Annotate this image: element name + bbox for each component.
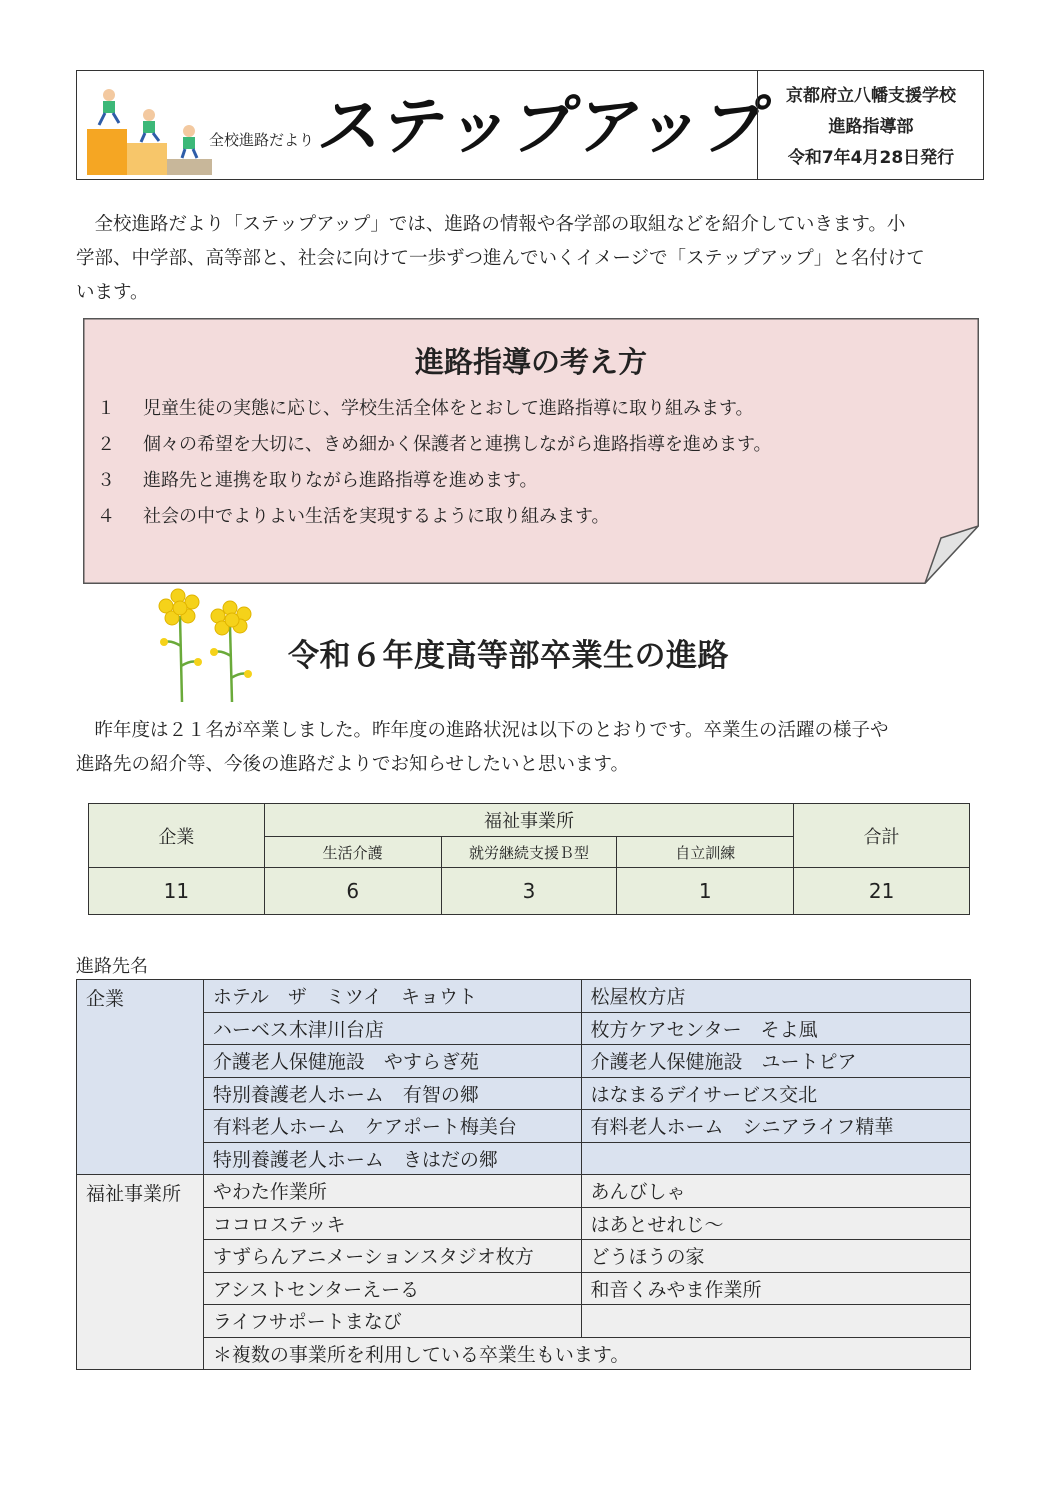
destination-cell: はあとせれじ～	[581, 1207, 970, 1240]
table-row	[77, 980, 971, 1013]
publisher-info	[759, 81, 983, 174]
destination-cell: 介護老人保健施設 ユートピア	[581, 1045, 970, 1078]
policy-item-text: 個々の希望を大切に、きめ細かく保護者と連携しながら進路指導を進めます。	[143, 434, 772, 455]
destination-cell: やわた作業所	[203, 1175, 581, 1208]
destinations-label: 進路先名	[76, 956, 148, 977]
department-name: 進路指導部	[828, 117, 914, 137]
policy-item	[97, 463, 957, 499]
table-row	[77, 1012, 971, 1045]
destination-cell: 和音くみやま作業所	[581, 1272, 970, 1305]
destination-cell: 枚方ケアセンター そよ風	[581, 1012, 970, 1045]
destination-cell: はなまるデイサービス交北	[581, 1077, 970, 1110]
destination-cell: アシストセンターえーる	[203, 1272, 581, 1305]
header-company: 企業	[89, 804, 265, 868]
destination-cell	[581, 1142, 970, 1175]
destination-cell: あんびしゃ	[581, 1175, 970, 1208]
graduate-stats-table	[88, 803, 970, 915]
header-welfare: 福祉事業所	[264, 804, 793, 837]
table-row	[77, 1207, 971, 1240]
intro-line: 学部、中学部、高等部と、社会に向けて一歩ずつ進んでいくイメージで「ステップアップ」と名付けて	[76, 248, 925, 269]
value-employment-support-b: 3	[441, 868, 617, 915]
table-row	[77, 1175, 971, 1208]
policy-item-number: ４	[97, 506, 115, 527]
value-company: 11	[89, 868, 265, 915]
category-company: 企業	[77, 980, 204, 1175]
destination-cell: ライフサポートまなび	[203, 1305, 581, 1338]
policy-item-text: 児童生徒の実態に応じ、学校生活全体をとおして進路指導に取り組みます。	[143, 398, 754, 419]
kids-on-steps-illustration	[87, 85, 212, 175]
table-row	[77, 1110, 971, 1143]
graduates-paragraph	[76, 714, 986, 782]
table-row	[77, 1305, 971, 1338]
header-divider	[757, 71, 758, 179]
table-row	[77, 1142, 971, 1175]
table-row	[77, 1337, 971, 1370]
intro-line: います。	[76, 282, 149, 303]
school-name: 京都府立八幡支援学校	[786, 86, 956, 106]
policy-item	[97, 499, 957, 535]
policy-note	[83, 318, 979, 584]
policy-item-number: ３	[97, 470, 115, 491]
newsletter-subtitle: 全校進路だより	[209, 131, 315, 149]
value-total: 21	[794, 868, 970, 915]
destination-cell: ホテル ザ ミツイ キョウト	[203, 980, 581, 1013]
policy-list	[97, 391, 957, 535]
table-row	[77, 1045, 971, 1078]
destinations-table	[76, 979, 971, 1370]
policy-item-text: 社会の中でよりよい生活を実現するように取り組みます。	[143, 506, 610, 527]
policy-item-text: 進路先と連携を取りながら進路指導を進めます。	[143, 470, 538, 491]
destination-cell: 特別養護老人ホーム 有智の郷	[203, 1077, 581, 1110]
rapeseed-flowers-illustration	[152, 586, 262, 704]
value-independence-training: 1	[617, 868, 794, 915]
policy-title: 進路指導の考え方	[414, 345, 647, 379]
destination-cell: どうほうの家	[581, 1240, 970, 1273]
policy-item	[97, 391, 957, 427]
issue-date: 令和7年4月28日発行	[787, 148, 955, 168]
header-employment-support-b: 就労継続支援Ｂ型	[441, 837, 617, 868]
destination-cell: 介護老人保健施設 やすらぎ苑	[203, 1045, 581, 1078]
newsletter-header	[76, 70, 984, 180]
intro-line: 全校進路だより「ステップアップ」では、進路の情報や各学部の取組などを紹介していきます。小	[76, 214, 906, 235]
destination-cell: 有料老人ホーム ケアポート梅美台	[203, 1110, 581, 1143]
table-row	[77, 1240, 971, 1273]
intro-paragraph	[76, 208, 986, 310]
graduates-line: 昨年度は２１名が卒業しました。昨年度の進路状況は以下のとおりです。卒業生の活躍の様子や	[76, 720, 889, 741]
category-welfare: 福祉事業所	[77, 1175, 204, 1370]
destination-cell	[581, 1305, 970, 1338]
destination-cell: すずらんアニメーションスタジオ枚方	[203, 1240, 581, 1273]
graduates-section-title: 令和６年度高等部卒業生の進路	[288, 638, 729, 674]
policy-item-number: １	[97, 398, 115, 419]
header-life-care: 生活介護	[264, 837, 441, 868]
graduates-line: 進路先の紹介等、今後の進路だよりでお知らせしたいと思います。	[76, 754, 629, 775]
destination-cell: ハーベス木津川台店	[203, 1012, 581, 1045]
header-independence-training: 自立訓練	[617, 837, 794, 868]
table-row	[77, 1272, 971, 1305]
destination-cell: 松屋枚方店	[581, 980, 970, 1013]
header-total: 合計	[794, 804, 970, 868]
destination-cell: 特別養護老人ホーム きはだの郷	[203, 1142, 581, 1175]
destination-cell: ココロステッキ	[203, 1207, 581, 1240]
table-row	[77, 1077, 971, 1110]
policy-item	[97, 427, 957, 463]
value-life-care: 6	[264, 868, 441, 915]
destinations-note: ＊複数の事業所を利用している卒業生もいます。	[203, 1337, 970, 1370]
policy-item-number: ２	[97, 434, 115, 455]
destination-cell: 有料老人ホーム シニアライフ精華	[581, 1110, 970, 1143]
newsletter-title: ステップアップ	[313, 90, 774, 164]
